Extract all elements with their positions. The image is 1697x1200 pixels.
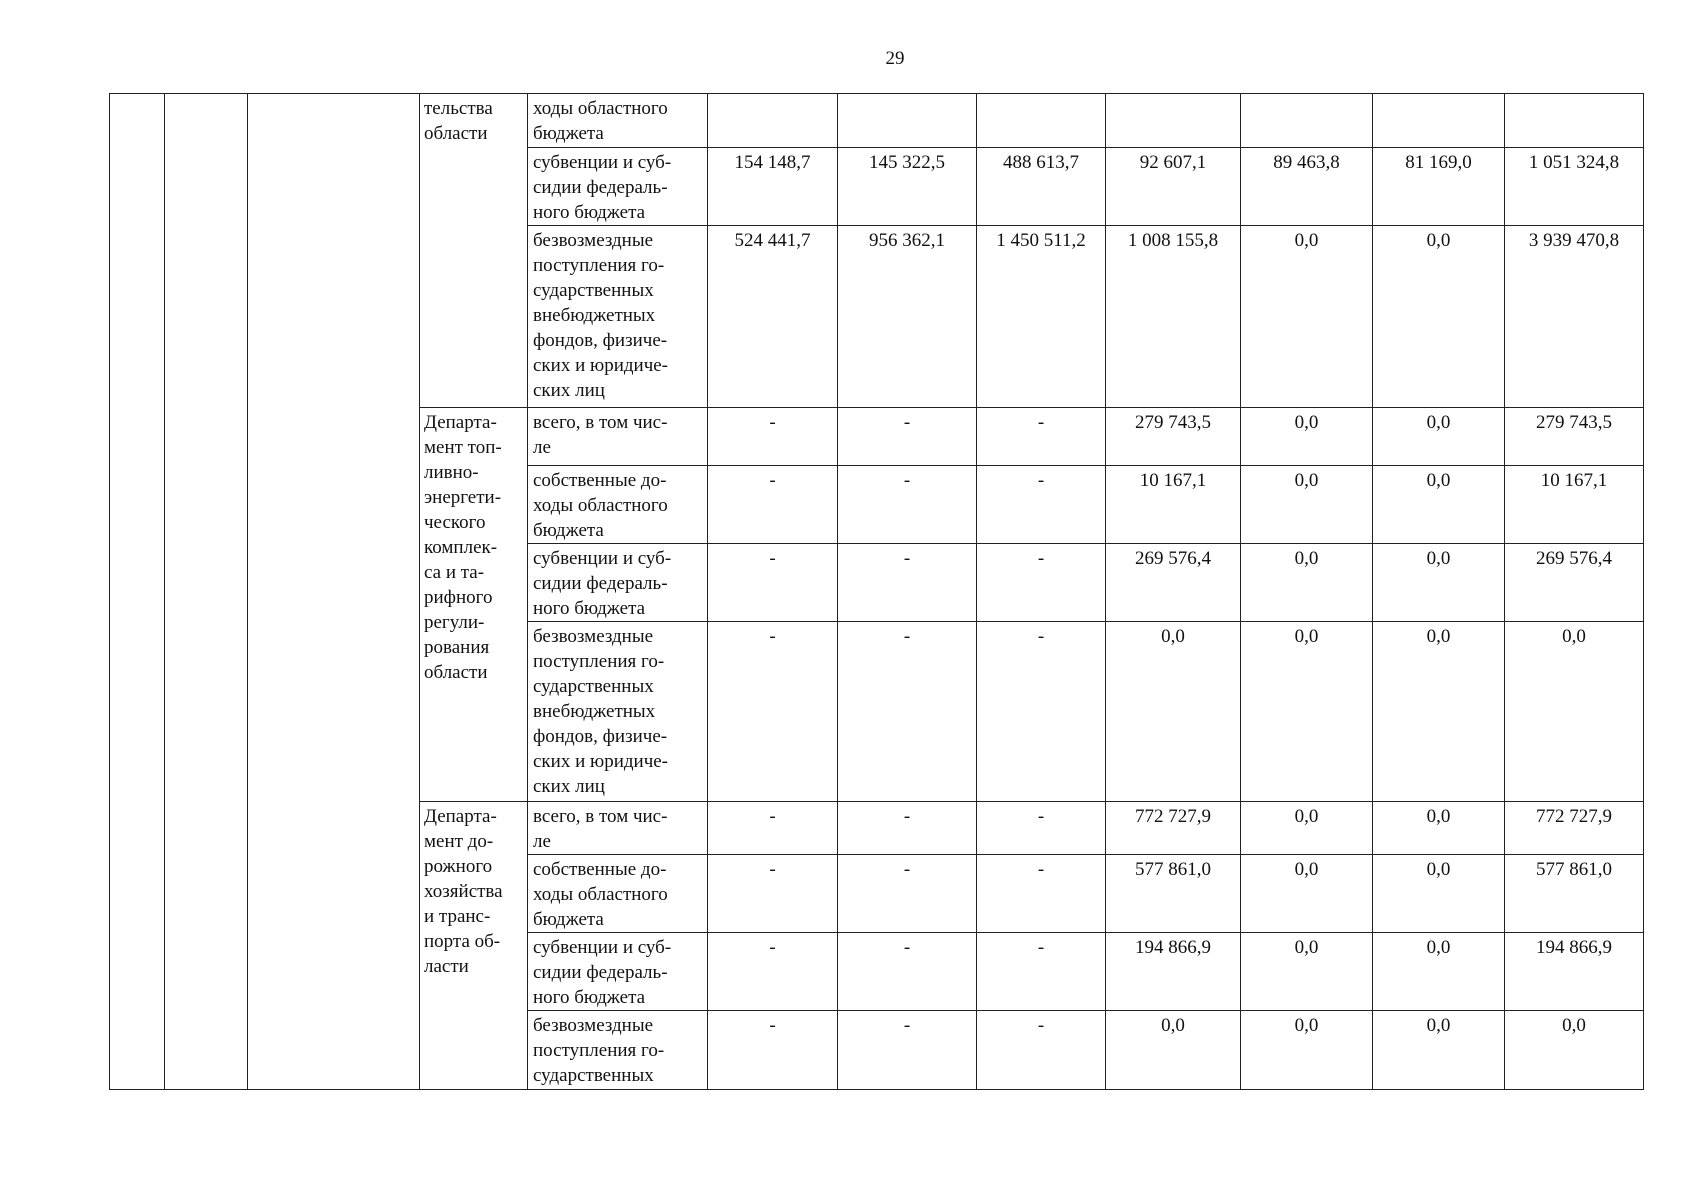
value-cell: 89 463,8	[1241, 148, 1373, 226]
value-cell: -	[708, 622, 838, 802]
value-cell: -	[708, 408, 838, 466]
value-cell	[1106, 94, 1241, 148]
value-cell: -	[977, 1011, 1106, 1090]
value-cell: -	[838, 1011, 977, 1090]
value-cell	[977, 94, 1106, 148]
value-cell: -	[708, 544, 838, 622]
value-cell: 0,0	[1241, 544, 1373, 622]
funding-source-cell: субвенции и суб- сидии федераль- ного бюджета	[528, 544, 708, 622]
value-cell: 1 008 155,8	[1106, 226, 1241, 408]
value-cell: 956 362,1	[838, 226, 977, 408]
funding-source-cell: всего, в том чис- ле	[528, 802, 708, 855]
col-3-cell	[248, 94, 420, 1090]
value-cell	[1241, 94, 1373, 148]
funding-source-cell: безвозмездные поступления го- сударственных внебюджетных фондов, физиче- ских и юридиче- ских лиц	[528, 226, 708, 408]
value-cell: 0,0	[1106, 1011, 1241, 1090]
department-cell: тельства области	[420, 94, 528, 408]
value-cell: 0,0	[1373, 1011, 1505, 1090]
table-row	[110, 94, 1644, 148]
value-cell: 0,0	[1241, 466, 1373, 544]
funding-source-cell: субвенции и суб- сидии федераль- ного бюджета	[528, 148, 708, 226]
value-cell: -	[708, 933, 838, 1011]
value-cell: 0,0	[1373, 802, 1505, 855]
total-value-cell: 269 576,4	[1505, 544, 1644, 622]
value-cell: -	[977, 544, 1106, 622]
value-cell: 81 169,0	[1373, 148, 1505, 226]
value-cell: -	[838, 855, 977, 933]
total-value-cell: 194 866,9	[1505, 933, 1644, 1011]
value-cell: 0,0	[1241, 1011, 1373, 1090]
value-cell: 10 167,1	[1106, 466, 1241, 544]
funding-source-cell: собственные до- ходы областного бюджета	[528, 466, 708, 544]
value-cell: 0,0	[1373, 933, 1505, 1011]
value-cell: 0,0	[1373, 855, 1505, 933]
value-cell: 0,0	[1241, 855, 1373, 933]
total-value-cell: 0,0	[1505, 1011, 1644, 1090]
department-cell: Департа- мент до- рожного хозяйства и транс- порта об- ласти	[420, 802, 528, 1090]
total-value-cell: 772 727,9	[1505, 802, 1644, 855]
value-cell: 0,0	[1241, 408, 1373, 466]
value-cell: 0,0	[1373, 544, 1505, 622]
value-cell: 0,0	[1241, 933, 1373, 1011]
value-cell: -	[708, 855, 838, 933]
value-cell: -	[977, 933, 1106, 1011]
value-cell: 524 441,7	[708, 226, 838, 408]
col-1-cell	[110, 94, 165, 1090]
value-cell: 154 148,7	[708, 148, 838, 226]
value-cell	[1373, 94, 1505, 148]
page-number: 29	[885, 48, 905, 69]
value-cell: -	[838, 933, 977, 1011]
value-cell: -	[708, 1011, 838, 1090]
total-value-cell: 0,0	[1505, 622, 1644, 802]
total-value-cell: 577 861,0	[1505, 855, 1644, 933]
value-cell: -	[708, 466, 838, 544]
value-cell: 0,0	[1241, 226, 1373, 408]
value-cell: 0,0	[1373, 466, 1505, 544]
value-cell: -	[977, 408, 1106, 466]
value-cell: -	[838, 544, 977, 622]
value-cell: -	[708, 802, 838, 855]
value-cell: 772 727,9	[1106, 802, 1241, 855]
value-cell: 1 450 511,2	[977, 226, 1106, 408]
total-value-cell: 279 743,5	[1505, 408, 1644, 466]
value-cell: 0,0	[1106, 622, 1241, 802]
value-cell: 279 743,5	[1106, 408, 1241, 466]
col-2-cell	[165, 94, 248, 1090]
value-cell: -	[977, 622, 1106, 802]
department-cell: Департа- мент топ- ливно- энергети- ческого комплек- са и та- рифного регули- рования области	[420, 408, 528, 802]
value-cell: 0,0	[1373, 408, 1505, 466]
total-value-cell: 1 051 324,8	[1505, 148, 1644, 226]
value-cell: -	[838, 622, 977, 802]
funding-source-cell: субвенции и суб- сидии федераль- ного бюджета	[528, 933, 708, 1011]
value-cell: -	[838, 466, 977, 544]
value-cell: 0,0	[1373, 622, 1505, 802]
value-cell: 0,0	[1241, 802, 1373, 855]
value-cell: -	[977, 466, 1106, 544]
value-cell: -	[977, 802, 1106, 855]
value-cell: 194 866,9	[1106, 933, 1241, 1011]
funding-source-cell: безвозмездные поступления го- сударственных	[528, 1011, 708, 1090]
value-cell: 0,0	[1373, 226, 1505, 408]
value-cell: -	[838, 408, 977, 466]
value-cell: 145 322,5	[838, 148, 977, 226]
funding-source-cell: ходы областного бюджета	[528, 94, 708, 148]
value-cell	[708, 94, 838, 148]
budget-table	[109, 93, 1644, 1090]
total-value-cell: 3 939 470,8	[1505, 226, 1644, 408]
value-cell: 0,0	[1241, 622, 1373, 802]
value-cell: -	[977, 855, 1106, 933]
value-cell: 269 576,4	[1106, 544, 1241, 622]
value-cell: 488 613,7	[977, 148, 1106, 226]
total-value-cell: 10 167,1	[1505, 466, 1644, 544]
value-cell	[838, 94, 977, 148]
funding-source-cell: безвозмездные поступления го- сударственных внебюджетных фондов, физиче- ских и юридиче- ских лиц	[528, 622, 708, 802]
value-cell: 577 861,0	[1106, 855, 1241, 933]
value-cell: -	[838, 802, 977, 855]
funding-source-cell: собственные до- ходы областного бюджета	[528, 855, 708, 933]
total-value-cell	[1505, 94, 1644, 148]
value-cell: 92 607,1	[1106, 148, 1241, 226]
funding-source-cell: всего, в том чис- ле	[528, 408, 708, 466]
